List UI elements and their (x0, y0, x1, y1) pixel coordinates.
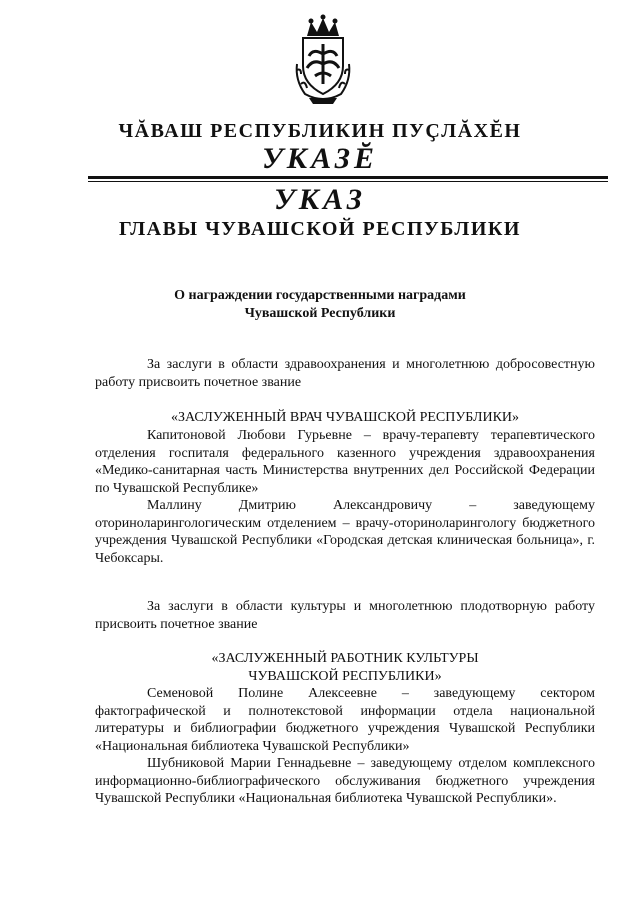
header-divider-thick (88, 176, 608, 179)
section2-award-title-line2: ЧУВАШСКОЙ РЕСПУБЛИКИ» (248, 669, 442, 684)
document-title-line2: Чувашской Республики (244, 306, 396, 321)
section2-award-title-line1: «ЗАСЛУЖЕННЫЙ РАБОТНИК КУЛЬТУРЫ (211, 651, 479, 666)
russian-header-decree: УКАЗ (273, 183, 367, 216)
section1-award-title: «ЗАСЛУЖЕННЫЙ ВРАЧ ЧУВАШСКОЙ РЕСПУБЛИКИ» (170, 410, 520, 425)
document-title-line1: О награждении государственными наградами (174, 288, 466, 303)
header-divider-thin (88, 181, 608, 182)
section1-person2: Маллину Дмитрию Александровичу – заведующему оториноларингологическим отделением – врачу-оториноларингологу бюджетного учреждения Чувашской Республики «Городская детская клиническая больница», г. Чебоксары. (95, 498, 595, 566)
section2-person2: Шубниковой Марии Геннадьевне – заведующему отделом комплексного информационно-библиографического обслуживания бюджетного учреждения Чувашской Республики «Национальная библиотека Чувашской Республики». (95, 756, 595, 806)
chuvash-header-title: ЧĂВАШ РЕСПУБЛИКИН ПУҪЛĂХĔН (118, 120, 522, 142)
russian-header-title: ГЛАВЫ ЧУВАШСКОЙ РЕСПУБЛИКИ (119, 218, 521, 240)
section1-intro: За заслуги в области здравоохранения и многолетнюю добросовестную работу присвоить почетное звание (95, 357, 595, 390)
chuvash-header-decree: УКАЗĔ (261, 142, 379, 175)
section1-person1: Капитоновой Любови Гурьевне – врачу-терапевту терапевтического отделения госпиталя федерального казенного учреждения здравоохранения «Медико-санитарная часть Министерства внутренних дел Российской Федерации по Чувашской Республике» (95, 428, 595, 496)
section2-intro: За заслуги в области культуры и многолетнюю плодотворную работу присвоить почетное звание (95, 599, 595, 632)
chuvash-emblem-icon (293, 14, 353, 106)
section2-person1: Семеновой Полине Алексеевне – заведующему сектором фактографической и полнотекстовой информации отдела национальной литературы и библиографии бюджетного учреждения Чувашской Республики «Национальная библиотека Чувашской Республики» (95, 686, 595, 754)
